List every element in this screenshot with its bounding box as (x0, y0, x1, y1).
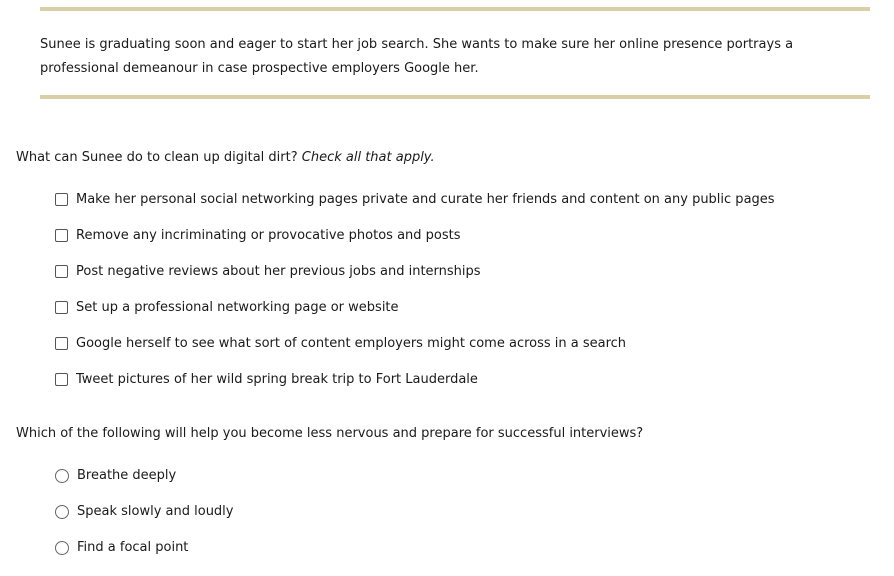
question-1-instruction: Check all that apply. (301, 150, 435, 165)
checkbox[interactable] (55, 373, 68, 386)
checkbox[interactable] (55, 193, 68, 206)
scenario-box (40, 7, 870, 99)
checkbox-option[interactable] (55, 372, 775, 408)
checkbox[interactable] (55, 265, 68, 278)
checkbox-option[interactable] (55, 192, 775, 228)
question-1-prompt (16, 150, 435, 166)
checkbox-option[interactable] (55, 336, 775, 372)
radio-option[interactable] (55, 468, 234, 504)
checkbox-option-label[interactable]: Google herself to see what sort of content employers might come across in a search (76, 336, 627, 351)
checkbox[interactable] (55, 301, 68, 314)
radio-option[interactable] (55, 504, 234, 540)
scenario-text: Sunee is graduating soon and eager to start her job search. She wants to make sure her online presence portrays a professional demeanour in case prospective employers Google her. (40, 37, 794, 76)
question-1-options (55, 192, 775, 408)
checkbox[interactable] (55, 229, 68, 242)
question-1-text: What can Sunee do to clean up digital dirt? (16, 150, 302, 165)
radio-option-label[interactable]: Breathe deeply (77, 468, 177, 483)
checkbox-option-label[interactable]: Post negative reviews about her previous jobs and internships (76, 264, 481, 279)
question-2-prompt: Which of the following will help you become less nervous and prepare for successful interviews? (16, 426, 644, 441)
checkbox-option[interactable] (55, 228, 775, 264)
checkbox-option[interactable] (55, 300, 775, 336)
checkbox[interactable] (55, 337, 68, 350)
checkbox-option-label[interactable]: Make her personal social networking pages private and curate her friends and content on any public pages (76, 192, 775, 207)
radio-option-label[interactable]: Find a focal point (77, 540, 189, 555)
checkbox-option[interactable] (55, 264, 775, 300)
radio-button[interactable] (55, 505, 69, 519)
radio-button[interactable] (55, 541, 69, 555)
checkbox-option-label[interactable]: Set up a professional networking page or website (76, 300, 399, 315)
checkbox-option-label[interactable]: Tweet pictures of her wild spring break trip to Fort Lauderdale (76, 372, 478, 387)
radio-option[interactable] (55, 540, 234, 576)
radio-button[interactable] (55, 469, 69, 483)
radio-option-label[interactable]: Speak slowly and loudly (77, 504, 234, 519)
checkbox-option-label[interactable]: Remove any incriminating or provocative photos and posts (76, 228, 461, 243)
question-2-options (55, 468, 234, 576)
